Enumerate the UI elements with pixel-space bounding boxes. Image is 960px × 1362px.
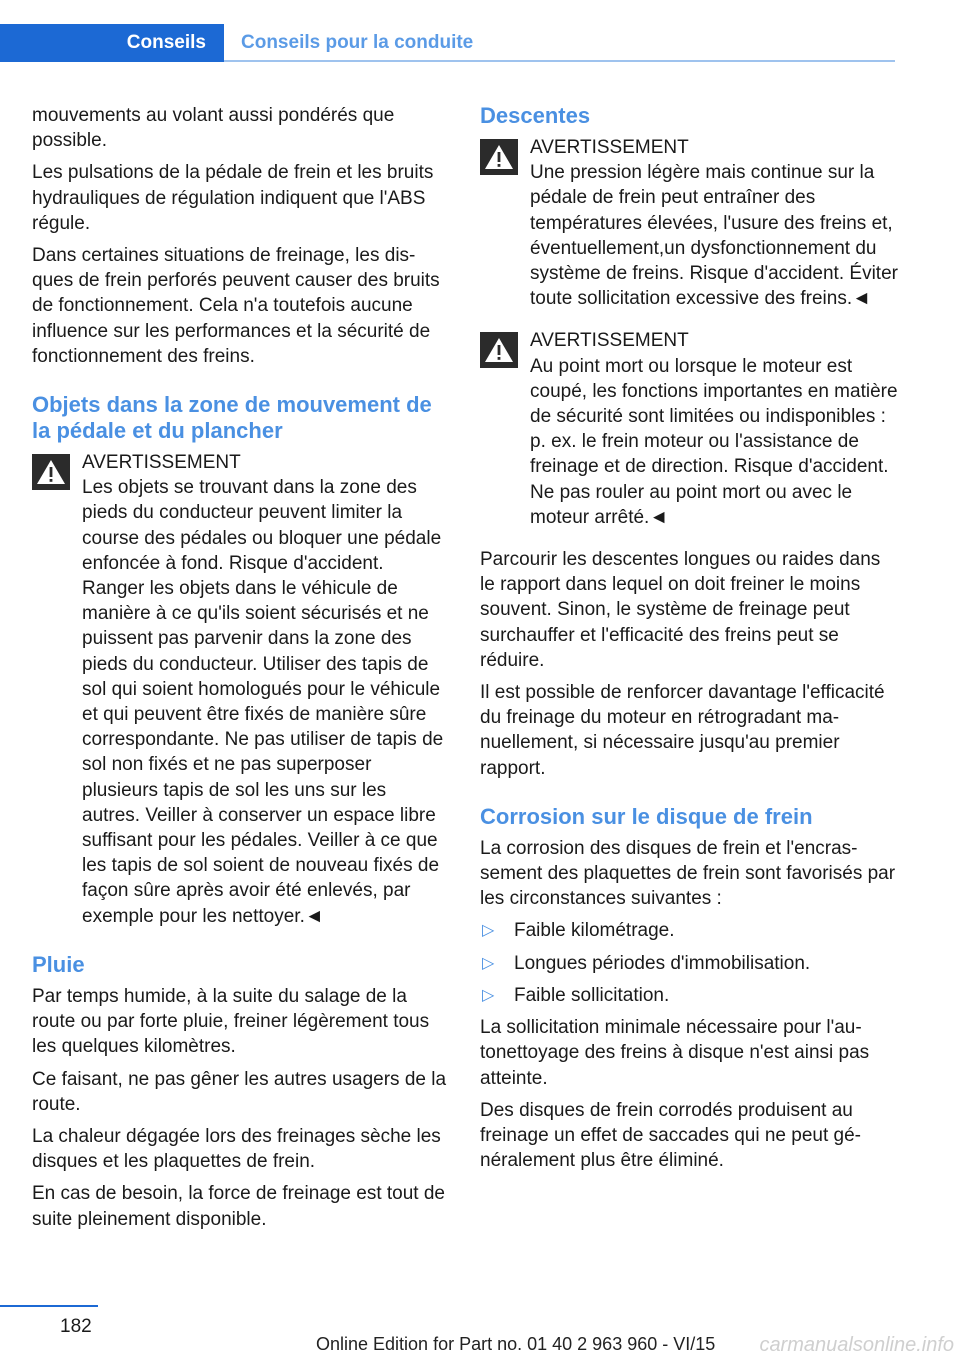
section-title-descentes: Descentes (480, 103, 591, 128)
warning-text-content: Au point mort ou lorsque le moteur est coupé, les fonctions importantes en matière de sécurité sont limitées ou indisponibles : p. ex. le frein moteur ou l'assistance de freinage et de direction. Risque d'accident. Ne pas rouler au point mort ou avec le moteur arrêté.◄ (530, 355, 898, 528)
header-bar (0, 24, 895, 62)
paragraph: Par temps humide, à la suite du salage de la route ou par forte pluie, freiner légèrement tous les quelques kilomètres. (32, 985, 430, 1058)
bullet-triangle-icon: ▷ (482, 922, 495, 940)
section-title-corrosion: Corrosion sur le disque de frein (480, 803, 813, 829)
paragraph: Des disques de frein corrodés produisent au freinage un effet de saccades qui ne peut généralement plus être éliminé. (480, 1099, 861, 1172)
paragraph: mouvements au volant aussi pondérés que possible. (32, 105, 395, 152)
warning-box (32, 450, 448, 929)
warning-box (480, 135, 898, 311)
header-divider (224, 60, 895, 62)
warning-triangle-icon (480, 332, 518, 368)
page-number-rule (0, 1305, 98, 1307)
section-title-pluie: Pluie (32, 951, 85, 977)
edition-footer: Online Edition for Part no. 01 40 2 963 960 - VI/15 (316, 1334, 716, 1354)
paragraph: Les pulsations de la pédale de frein et les bruits hydrauliques de régulation indiquent que l'ABS régule. (32, 162, 434, 234)
paragraph: Dans certaines situations de freinage, les disques de frein perforés peuvent causer des bruits de fonctionnement. Cela n'a toutefois aucune influence sur les performances et la sécurité de fonctionnement des freins. (32, 245, 440, 367)
bullet-triangle-icon: ▷ (482, 954, 495, 972)
warning-box (480, 328, 898, 530)
right-column (480, 103, 898, 1180)
list-item (480, 918, 898, 943)
tab-conseils[interactable]: Conseils (0, 24, 224, 62)
warning-text-content: Les objets se trouvant dans la zone des pieds du conducteur peuvent limiter la course des pédales ou bloquer une pédale enfoncée à fond. Risque d'accident. Ranger les objets dans le véhicule de manière à ce qu'ils soient sécurisés et ne puissent pas parvenir dans la zone des pieds du conducteur. Utiliser des tapis de sol qui soient homologués pour le véhicule et qui peuvent être fixés de manière sûre correspondante. Ne pas utiliser de tapis de sol non fixés et ne pas superposer plusieurs tapis de sol les uns sur les autres. Veiller à conserver un espace libre suffisant pour les pédales. Veiller à ce que les tapis de sol soient de nouveau fixés de façon sûre après avoir été enlevés, par exemple pour les nettoyer.◄ (82, 477, 444, 927)
paragraph: Il est possible de renforcer davantage l'efficacité du freinage du moteur en rétrogradant manuellement, si nécessaire jusqu'au premier rapport. (480, 682, 885, 779)
warning-text (480, 160, 898, 311)
section-title-objets: Objets dans la zone de mouvement de la pédale et du plancher (32, 392, 432, 444)
warning-text (32, 475, 448, 929)
list-item (480, 951, 898, 976)
warning-triangle-icon (480, 139, 518, 175)
paragraph: La sollicitation minimale nécessaire pour l'autonettoyage des freins à disque n'est ainsi pas atteinte. (480, 1017, 870, 1089)
list-item (480, 983, 898, 1008)
tab-conseils-conduite[interactable]: Conseils pour la conduite (241, 32, 474, 53)
warning-title: AVERTISSEMENT (530, 330, 689, 352)
warning-text (480, 354, 898, 530)
list-item-text: Faible kilométrage. (514, 920, 675, 942)
bullet-list (480, 918, 898, 1008)
list-item-text: Longues périodes d'immobilisation. (514, 952, 811, 974)
paragraph: Ce faisant, ne pas gêner les autres usagers de la route. (32, 1068, 447, 1115)
watermark: carmanualsonline.info (759, 1334, 954, 1356)
page-number: 182 (60, 1316, 92, 1337)
warning-text-content: Une pression légère mais continue sur la pédale de frein peut entraîner des températures élevées, l'usure des freins et, éventuellement,un dysfonctionnement du système de freins. Risque d'accident. Éviter toute sollicitation excessive des freins.◄ (530, 162, 898, 310)
paragraph: La corrosion des disques de frein et l'encrassement des plaquettes de frein sont favorisés par les circonstances suivantes : (480, 837, 896, 910)
bullet-triangle-icon: ▷ (482, 986, 495, 1004)
left-column (32, 103, 448, 1239)
warning-title: AVERTISSEMENT (530, 137, 689, 158)
paragraph: En cas de besoin, la force de freinage est tout de suite pleinement disponible. (32, 1183, 445, 1230)
warning-title: AVERTISSEMENT (82, 452, 241, 474)
list-item-text: Faible sollicitation. (514, 984, 670, 1006)
warning-triangle-icon (32, 454, 70, 490)
paragraph: Parcourir les descentes longues ou raides dans le rapport dans lequel on doit freiner le moins souvent. Sinon, le système de freinage peut surchauffer et l'efficacité des freins peut se réduire. (480, 549, 881, 671)
paragraph: La chaleur dégagée lors des freinages sèche les disques et les plaquettes de frein. (32, 1125, 441, 1173)
